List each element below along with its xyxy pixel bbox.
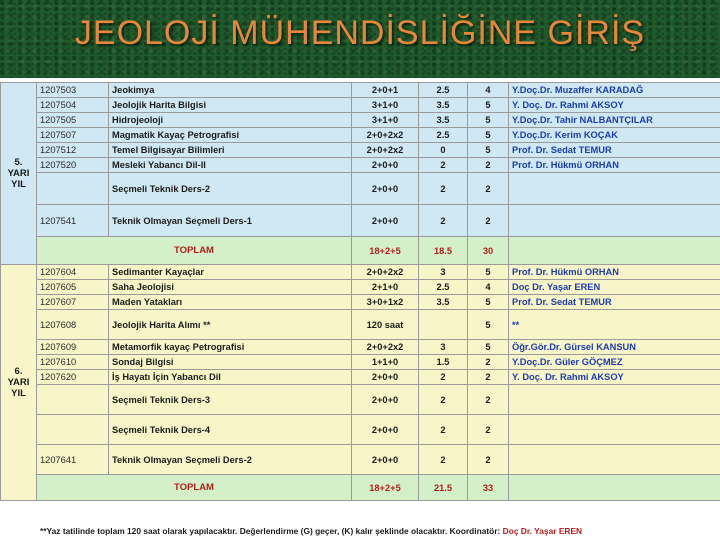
course-code: 1207607 [37, 295, 109, 310]
total-credit: 21.5 [419, 475, 468, 501]
course-ects: 2 [468, 173, 509, 205]
course-ects: 5 [468, 265, 509, 280]
course-name: Metamorfik kayaç Petrografisi [109, 340, 352, 355]
course-code: 1207505 [37, 113, 109, 128]
course-row [1, 280, 720, 295]
course-row [1, 205, 720, 237]
course-name: Seçmeli Teknik Ders-3 [109, 385, 352, 415]
course-row [1, 445, 720, 475]
course-hours: 2+0+0 [352, 415, 419, 445]
total-teacher-empty [509, 237, 720, 265]
course-name: Teknik Olmayan Seçmeli Ders-1 [109, 205, 352, 237]
course-teacher [509, 385, 720, 415]
course-teacher: Doç Dr. Yaşar EREN [509, 280, 720, 295]
course-ects: 5 [468, 128, 509, 143]
course-row [1, 128, 720, 143]
course-code: 1207503 [37, 83, 109, 98]
course-name: Saha Jeolojisi [109, 280, 352, 295]
course-hours: 2+0+2x2 [352, 340, 419, 355]
course-row [1, 370, 720, 385]
course-teacher: Y.Doç.Dr. Tahir NALBANTÇILAR [509, 113, 720, 128]
footnote-coordinator: Doç Dr. Yaşar EREN [502, 526, 583, 536]
course-hours: 2+0+2x2 [352, 143, 419, 158]
course-name: Hidrojeoloji [109, 113, 352, 128]
course-hours: 2+0+0 [352, 370, 419, 385]
course-row [1, 173, 720, 205]
course-credit: 3.5 [419, 113, 468, 128]
course-hours: 2+0+0 [352, 173, 419, 205]
course-hours: 2+0+1 [352, 83, 419, 98]
course-teacher [509, 415, 720, 445]
course-credit: 1.5 [419, 355, 468, 370]
course-ects: 2 [468, 370, 509, 385]
course-row [1, 158, 720, 173]
course-row [1, 310, 720, 340]
course-ects: 5 [468, 143, 509, 158]
course-code: 1207507 [37, 128, 109, 143]
course-hours: 2+1+0 [352, 280, 419, 295]
course-teacher: Y. Doç. Dr. Rahmi AKSOY [509, 98, 720, 113]
footnote [40, 526, 720, 540]
course-code: 1207620 [37, 370, 109, 385]
course-code: 1207604 [37, 265, 109, 280]
course-ects: 2 [468, 445, 509, 475]
course-credit: 3 [419, 340, 468, 355]
course-name: Mesleki Yabancı Dil-II [109, 158, 352, 173]
course-row [1, 143, 720, 158]
course-row [1, 415, 720, 445]
course-teacher: Y. Doç. Dr. Rahmi AKSOY [509, 370, 720, 385]
semester-label: 6. YARI YIL [1, 265, 37, 501]
course-credit: 2.5 [419, 128, 468, 143]
course-code: 1207641 [37, 445, 109, 475]
course-credit: 2 [419, 415, 468, 445]
total-hours: 18+2+5 [352, 475, 419, 501]
course-code: 1207504 [37, 98, 109, 113]
total-hours: 18+2+5 [352, 237, 419, 265]
course-credit: 2 [419, 205, 468, 237]
course-credit [419, 310, 468, 340]
total-row [1, 475, 720, 501]
course-code: 1207610 [37, 355, 109, 370]
course-teacher: Öğr.Gör.Dr. Gürsel KANSUN [509, 340, 720, 355]
course-credit: 2 [419, 445, 468, 475]
course-credit: 3.5 [419, 98, 468, 113]
course-name: İş Hayatı İçin Yabancı Dil [109, 370, 352, 385]
course-teacher: Y.Doç.Dr. Muzaffer KARADAĞ [509, 83, 720, 98]
course-credit: 2.5 [419, 280, 468, 295]
slide-title: JEOLOJİ MÜHENDİSLİĞİNE GİRİŞ [74, 14, 646, 52]
course-teacher: Y.Doç.Dr. Kerim KOÇAK [509, 128, 720, 143]
course-teacher: Prof. Dr. Hükmü ORHAN [509, 265, 720, 280]
course-teacher: ** [509, 310, 720, 340]
course-credit: 2.5 [419, 83, 468, 98]
course-hours: 2+0+2x2 [352, 128, 419, 143]
course-code [37, 415, 109, 445]
course-credit: 3 [419, 265, 468, 280]
course-ects: 5 [468, 310, 509, 340]
course-ects: 2 [468, 415, 509, 445]
course-hours: 2+0+0 [352, 445, 419, 475]
total-ects: 33 [468, 475, 509, 501]
course-teacher: Y.Doç.Dr. Güler GÖÇMEZ [509, 355, 720, 370]
total-row [1, 237, 720, 265]
course-ects: 2 [468, 205, 509, 237]
course-name: Temel Bilgisayar Bilimleri [109, 143, 352, 158]
course-hours: 1+1+0 [352, 355, 419, 370]
course-ects: 4 [468, 280, 509, 295]
course-name: Jeolojik Harita Alımı ** [109, 310, 352, 340]
course-teacher [509, 445, 720, 475]
course-row [1, 83, 720, 98]
course-teacher [509, 205, 720, 237]
course-name: Teknik Olmayan Seçmeli Ders-2 [109, 445, 352, 475]
course-code: 1207520 [37, 158, 109, 173]
course-name: Magmatik Kayaç Petrografisi [109, 128, 352, 143]
course-hours: 3+0+1x2 [352, 295, 419, 310]
course-ects: 2 [468, 355, 509, 370]
course-teacher [509, 173, 720, 205]
course-hours: 2+0+0 [352, 158, 419, 173]
course-name: Sondaj Bilgisi [109, 355, 352, 370]
footnote-text: **Yaz tatilinde toplam 120 saat olarak yapılacaktır. Değerlendirme (G) geçer, (K) kalır şeklinde olacaktır. Koordinatör: [40, 526, 503, 536]
course-row [1, 98, 720, 113]
course-hours: 3+1+0 [352, 98, 419, 113]
course-credit: 0 [419, 143, 468, 158]
course-hours: 3+1+0 [352, 113, 419, 128]
course-row [1, 355, 720, 370]
course-credit: 3.5 [419, 295, 468, 310]
total-teacher-empty [509, 475, 720, 501]
semester-label: 5. YARI YIL [1, 83, 37, 265]
course-ects: 2 [468, 158, 509, 173]
course-credit: 2 [419, 173, 468, 205]
course-ects: 5 [468, 113, 509, 128]
total-credit: 18.5 [419, 237, 468, 265]
total-ects: 30 [468, 237, 509, 265]
course-credit: 2 [419, 370, 468, 385]
course-name: Jeolojik Harita Bilgisi [109, 98, 352, 113]
course-ects: 2 [468, 385, 509, 415]
course-credit: 2 [419, 158, 468, 173]
course-name: Maden Yatakları [109, 295, 352, 310]
course-code: 1207609 [37, 340, 109, 355]
course-ects: 5 [468, 98, 509, 113]
course-teacher: Prof. Dr. Hükmü ORHAN [509, 158, 720, 173]
course-name: Seçmeli Teknik Ders-4 [109, 415, 352, 445]
curriculum-table [0, 82, 720, 501]
course-code [37, 173, 109, 205]
course-teacher: Prof. Dr. Sedat TEMUR [509, 295, 720, 310]
course-code [37, 385, 109, 415]
course-ects: 5 [468, 295, 509, 310]
course-hours: 2+0+2x2 [352, 265, 419, 280]
course-name: Seçmeli Teknik Ders-2 [109, 173, 352, 205]
course-row [1, 385, 720, 415]
course-hours: 2+0+0 [352, 205, 419, 237]
course-code: 1207605 [37, 280, 109, 295]
total-label: TOPLAM [37, 237, 352, 265]
course-row [1, 295, 720, 310]
course-row [1, 340, 720, 355]
course-hours: 2+0+0 [352, 385, 419, 415]
course-name: Sedimanter Kayaçlar [109, 265, 352, 280]
course-hours: 120 saat [352, 310, 419, 340]
course-code: 1207541 [37, 205, 109, 237]
course-teacher: Prof. Dr. Sedat TEMUR [509, 143, 720, 158]
total-label: TOPLAM [37, 475, 352, 501]
course-ects: 5 [468, 340, 509, 355]
course-row [1, 265, 720, 280]
course-name: Jeokimya [109, 83, 352, 98]
course-ects: 4 [468, 83, 509, 98]
course-row [1, 113, 720, 128]
course-code: 1207608 [37, 310, 109, 340]
course-credit: 2 [419, 385, 468, 415]
course-code: 1207512 [37, 143, 109, 158]
